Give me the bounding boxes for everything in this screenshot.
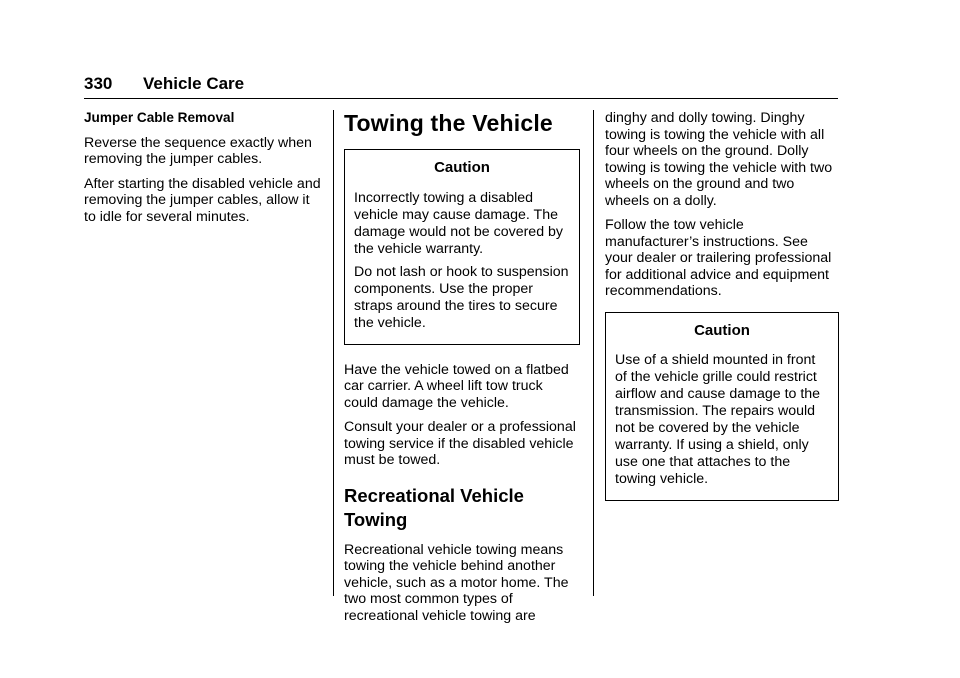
- column-left: [84, 110, 322, 233]
- body-paragraph: Follow the tow vehicle manufacturer’s instructions. See your dealer or trailering professional for additional advice and equipment recommendations.: [605, 217, 832, 299]
- body-paragraph: Recreational vehicle towing means towing the vehicle behind another vehicle, such as a motor home. The two most common types of recreational vehicle towing are: [344, 541, 569, 624]
- body-paragraph: After starting the disabled vehicle and removing the jumper cables, allow it to idle for several minutes.: [84, 175, 321, 225]
- towing-heading: Towing the Vehicle: [344, 110, 553, 136]
- jumper-cable-removal-heading: Jumper Cable Removal: [84, 110, 235, 125]
- column-divider-left: [333, 110, 334, 596]
- body-paragraph: Have the vehicle towed on a flatbed car carrier. A wheel lift tow truck could damage the vehicle.: [344, 361, 569, 411]
- body-paragraph: Consult your dealer or a professional towing service if the disabled vehicle must be towed.: [344, 419, 576, 468]
- body-paragraph: dinghy and dolly towing. Dinghy towing is towing the vehicle with all four wheels on the ground. Dolly towing is towing the vehicle with two wheels on the ground and two wheels on a dolly.: [605, 110, 833, 209]
- caution-text: Do not lash or hook to suspension components. Use the proper straps around the tires to secure the vehicle.: [354, 263, 569, 331]
- page-header: [84, 72, 838, 99]
- column-divider-right: [593, 110, 594, 596]
- caution-text: Use of a shield mounted in front of the vehicle grille could restrict airflow and cause damage to the transmission. The repairs would not be covered by the vehicle warranty. If using a shield, only use one that attaches to the towing vehicle.: [615, 352, 821, 487]
- caution-text: Incorrectly towing a disabled vehicle may cause damage. The damage would not be covered by the vehicle warranty.: [354, 189, 564, 257]
- recreational-towing-heading: Recreational Vehicle Towing: [344, 484, 524, 530]
- caution-box: [605, 312, 839, 502]
- caution-box: [344, 149, 580, 345]
- caution-title: Caution: [694, 321, 750, 339]
- column-middle: [344, 110, 580, 632]
- caution-title: Caution: [434, 159, 490, 176]
- column-right: [605, 110, 839, 518]
- page-number: 330: [84, 74, 113, 93]
- body-paragraph: Reverse the sequence exactly when removing the jumper cables.: [84, 134, 312, 167]
- section-title: Vehicle Care: [143, 74, 245, 93]
